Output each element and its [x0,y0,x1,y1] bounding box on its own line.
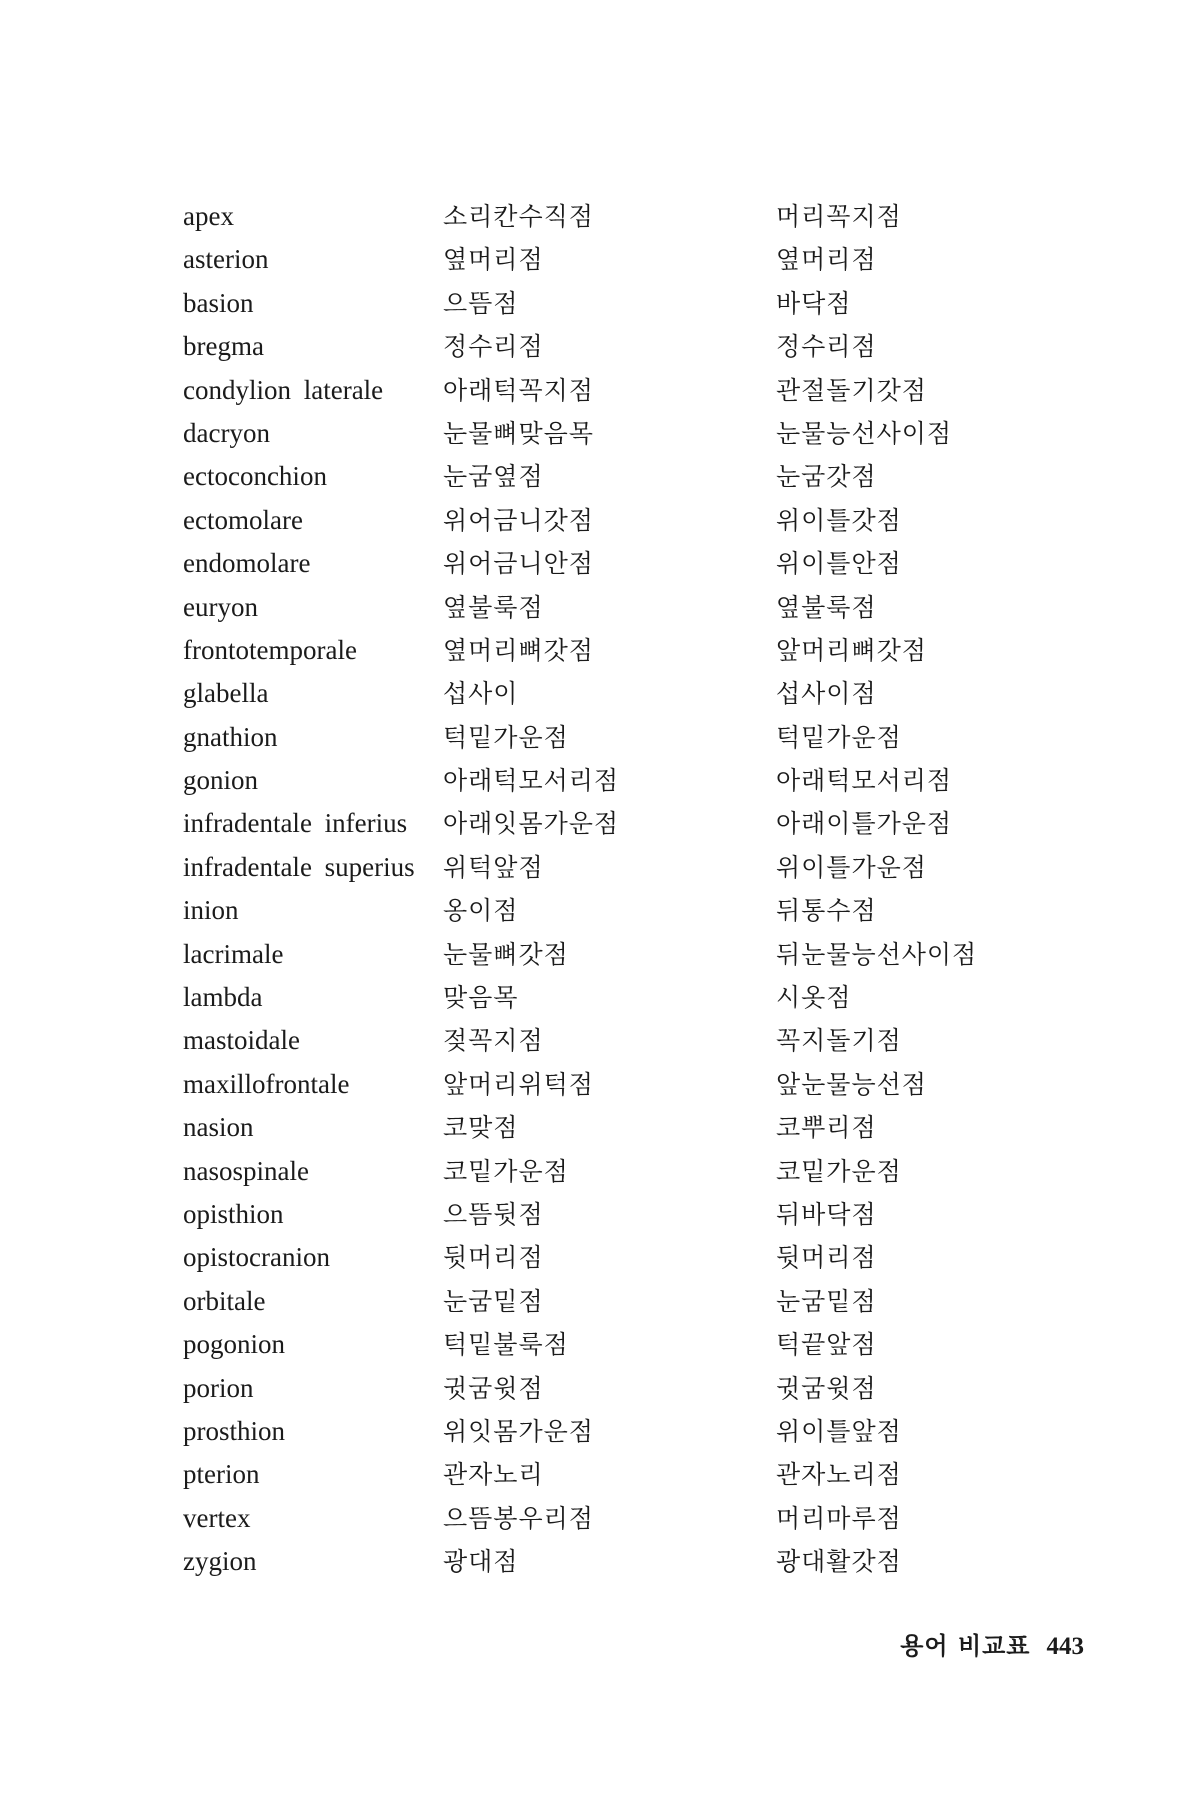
latin-term: pogonion [183,1329,286,1360]
table-row [183,846,1003,889]
korean-term-b: 코뿌리점 [776,1113,877,1143]
latin-term: condylion laterale [183,374,384,405]
latin-term: asterion [183,244,269,275]
latin-term: lacrimale [183,938,284,969]
latin-term: endomolare [183,548,311,579]
table-row [183,238,1003,281]
latin-term: inion [183,895,239,926]
latin-term: bregma [183,331,264,362]
korean-term-b: 옆머리점 [776,245,877,275]
korean-term-b: 뒤통수점 [776,896,877,926]
korean-term-a: 위어금니안점 [443,549,594,579]
latin-term: glabella [183,678,269,709]
korean-term-b: 코밑가운점 [776,1156,902,1186]
korean-term-b: 시옷점 [776,983,852,1013]
korean-term-a: 위잇몸가운점 [443,1416,594,1446]
korean-term-b: 옆불룩점 [776,592,877,622]
latin-term: porion [183,1372,254,1403]
latin-term: maxillofrontale [183,1068,350,1099]
table-row [183,1019,1003,1062]
korean-term-b: 앞머리뼈갓점 [776,635,927,665]
korean-term-b: 위이틀안점 [776,549,902,579]
latin-term: euryon [183,591,258,622]
korean-term-a: 으뜸봉우리점 [443,1503,594,1533]
korean-term-a: 위턱앞점 [443,852,544,882]
korean-term-b: 뒤눈물능선사이점 [776,939,978,969]
table-row [183,1150,1003,1193]
korean-term-a: 귓굼윗점 [443,1373,544,1403]
latin-term: apex [183,201,234,231]
latin-term: frontotemporale [183,634,357,665]
korean-term-a: 아래턱꼭지점 [443,375,594,405]
table-row [183,933,1003,976]
table-row [183,629,1003,672]
korean-term-a: 섭사이 [443,679,519,709]
table-row [183,1193,1003,1236]
korean-term-a: 눈굼옆점 [443,462,544,492]
latin-term: nasion [183,1112,254,1143]
korean-term-a: 아래턱모서리점 [443,766,620,796]
latin-term: lambda [183,982,263,1013]
latin-term: dacryon [183,417,270,448]
table-row [183,325,1003,368]
korean-term-b: 앞눈물능선점 [776,1069,927,1099]
korean-term-b: 관자노리점 [776,1460,902,1490]
korean-term-b: 눈물능선사이점 [776,418,953,448]
korean-term-a: 위어금니갓점 [443,505,594,535]
latin-term: nasospinale [183,1155,309,1186]
korean-term-a: 광대점 [443,1547,519,1577]
korean-term-a: 소리칸수직점 [443,202,594,231]
korean-term-b: 눈굼밑점 [776,1286,877,1316]
korean-term-b: 뒷머리점 [776,1243,877,1273]
korean-term-b: 관절돌기갓점 [776,375,927,405]
latin-term: prosthion [183,1415,286,1446]
table-row [183,586,1003,629]
korean-term-b: 머리마루점 [776,1503,902,1533]
page-number: 443 [1046,1633,1084,1660]
table-row [183,1063,1003,1106]
latin-term: opisthion [183,1198,284,1229]
table-row [183,802,1003,845]
latin-term: vertex [183,1502,251,1533]
korean-term-b: 머리꼭지점 [776,202,902,231]
table-row [183,1453,1003,1496]
table-row [183,1323,1003,1366]
table-row [183,412,1003,455]
korean-term-a: 옹이점 [443,896,519,926]
latin-term: mastoidale [183,1025,300,1056]
korean-term-a: 으뜸점 [443,288,519,318]
korean-term-a: 턱밑가운점 [443,722,569,752]
korean-term-b: 턱끝앞점 [776,1330,877,1360]
korean-term-a: 옆머리뼈갓점 [443,635,594,665]
korean-term-a: 코밑가운점 [443,1156,569,1186]
korean-term-b: 아래이틀가운점 [776,809,953,839]
latin-term: ectoconchion [183,461,327,492]
table-row [183,369,1003,412]
latin-term: ectomolare [183,504,303,535]
korean-term-a: 눈굼밑점 [443,1286,544,1316]
table-row [183,455,1003,498]
table-row [183,1410,1003,1453]
korean-term-b: 뒤바닥점 [776,1199,877,1229]
table-row [183,759,1003,802]
latin-term: opistocranion [183,1242,330,1273]
table-row [183,1367,1003,1410]
korean-term-a: 젖꼭지점 [443,1026,544,1056]
korean-term-a: 뒷머리점 [443,1243,544,1273]
latin-term: gonion [183,765,259,796]
table-row [183,672,1003,715]
latin-term: gnathion [183,721,278,752]
korean-term-a: 턱밑불룩점 [443,1330,569,1360]
korean-term-a: 정수리점 [443,332,544,362]
table-row [183,1236,1003,1279]
korean-term-a: 앞머리위턱점 [443,1069,594,1099]
table-row [183,542,1003,585]
korean-term-a: 옆불룩점 [443,592,544,622]
latin-term: zygion [183,1546,257,1577]
korean-term-b: 꼭지돌기점 [776,1026,902,1056]
table-row [183,499,1003,542]
korean-term-a: 관자노리 [443,1460,544,1490]
table-row [183,282,1003,325]
korean-term-a: 으뜸뒷점 [443,1199,544,1229]
korean-term-a: 맞음목 [443,983,519,1013]
table-row [183,976,1003,1019]
latin-term: pterion [183,1459,260,1490]
korean-term-b: 섭사이점 [776,679,877,709]
korean-term-b: 위이틀갓점 [776,505,902,535]
korean-term-b: 아래턱모서리점 [776,766,953,796]
korean-term-b: 위이틀가운점 [776,852,927,882]
table-row [183,716,1003,759]
table-row [183,195,1003,238]
korean-term-b: 위이틀앞점 [776,1416,902,1446]
page-footer [900,1626,1084,1661]
korean-term-b: 눈굼갓점 [776,462,877,492]
korean-term-b: 광대활갓점 [776,1547,902,1577]
korean-term-b: 정수리점 [776,332,877,362]
korean-term-b: 귓굼윗점 [776,1373,877,1403]
korean-term-b: 턱밑가운점 [776,722,902,752]
latin-term: infradentale superius [183,851,415,882]
korean-term-a: 눈물뼈갓점 [443,939,569,969]
korean-term-a: 옆머리점 [443,245,544,275]
table-row [183,1106,1003,1149]
table-row [183,889,1003,932]
latin-term: basion [183,287,254,318]
korean-term-a: 아래잇몸가운점 [443,809,620,839]
table-row [183,1497,1003,1540]
korean-term-a: 눈물뼈맞음목 [443,418,594,448]
table-row [183,1280,1003,1323]
table-row [183,1540,1003,1583]
korean-term-a: 코맞점 [443,1113,519,1143]
term-comparison-table [183,195,1003,1584]
latin-term: infradentale inferius [183,808,408,839]
korean-term-b: 바닥점 [776,288,852,318]
latin-term: orbitale [183,1285,266,1316]
footer-title: 용어 비교표 [900,1632,1031,1660]
